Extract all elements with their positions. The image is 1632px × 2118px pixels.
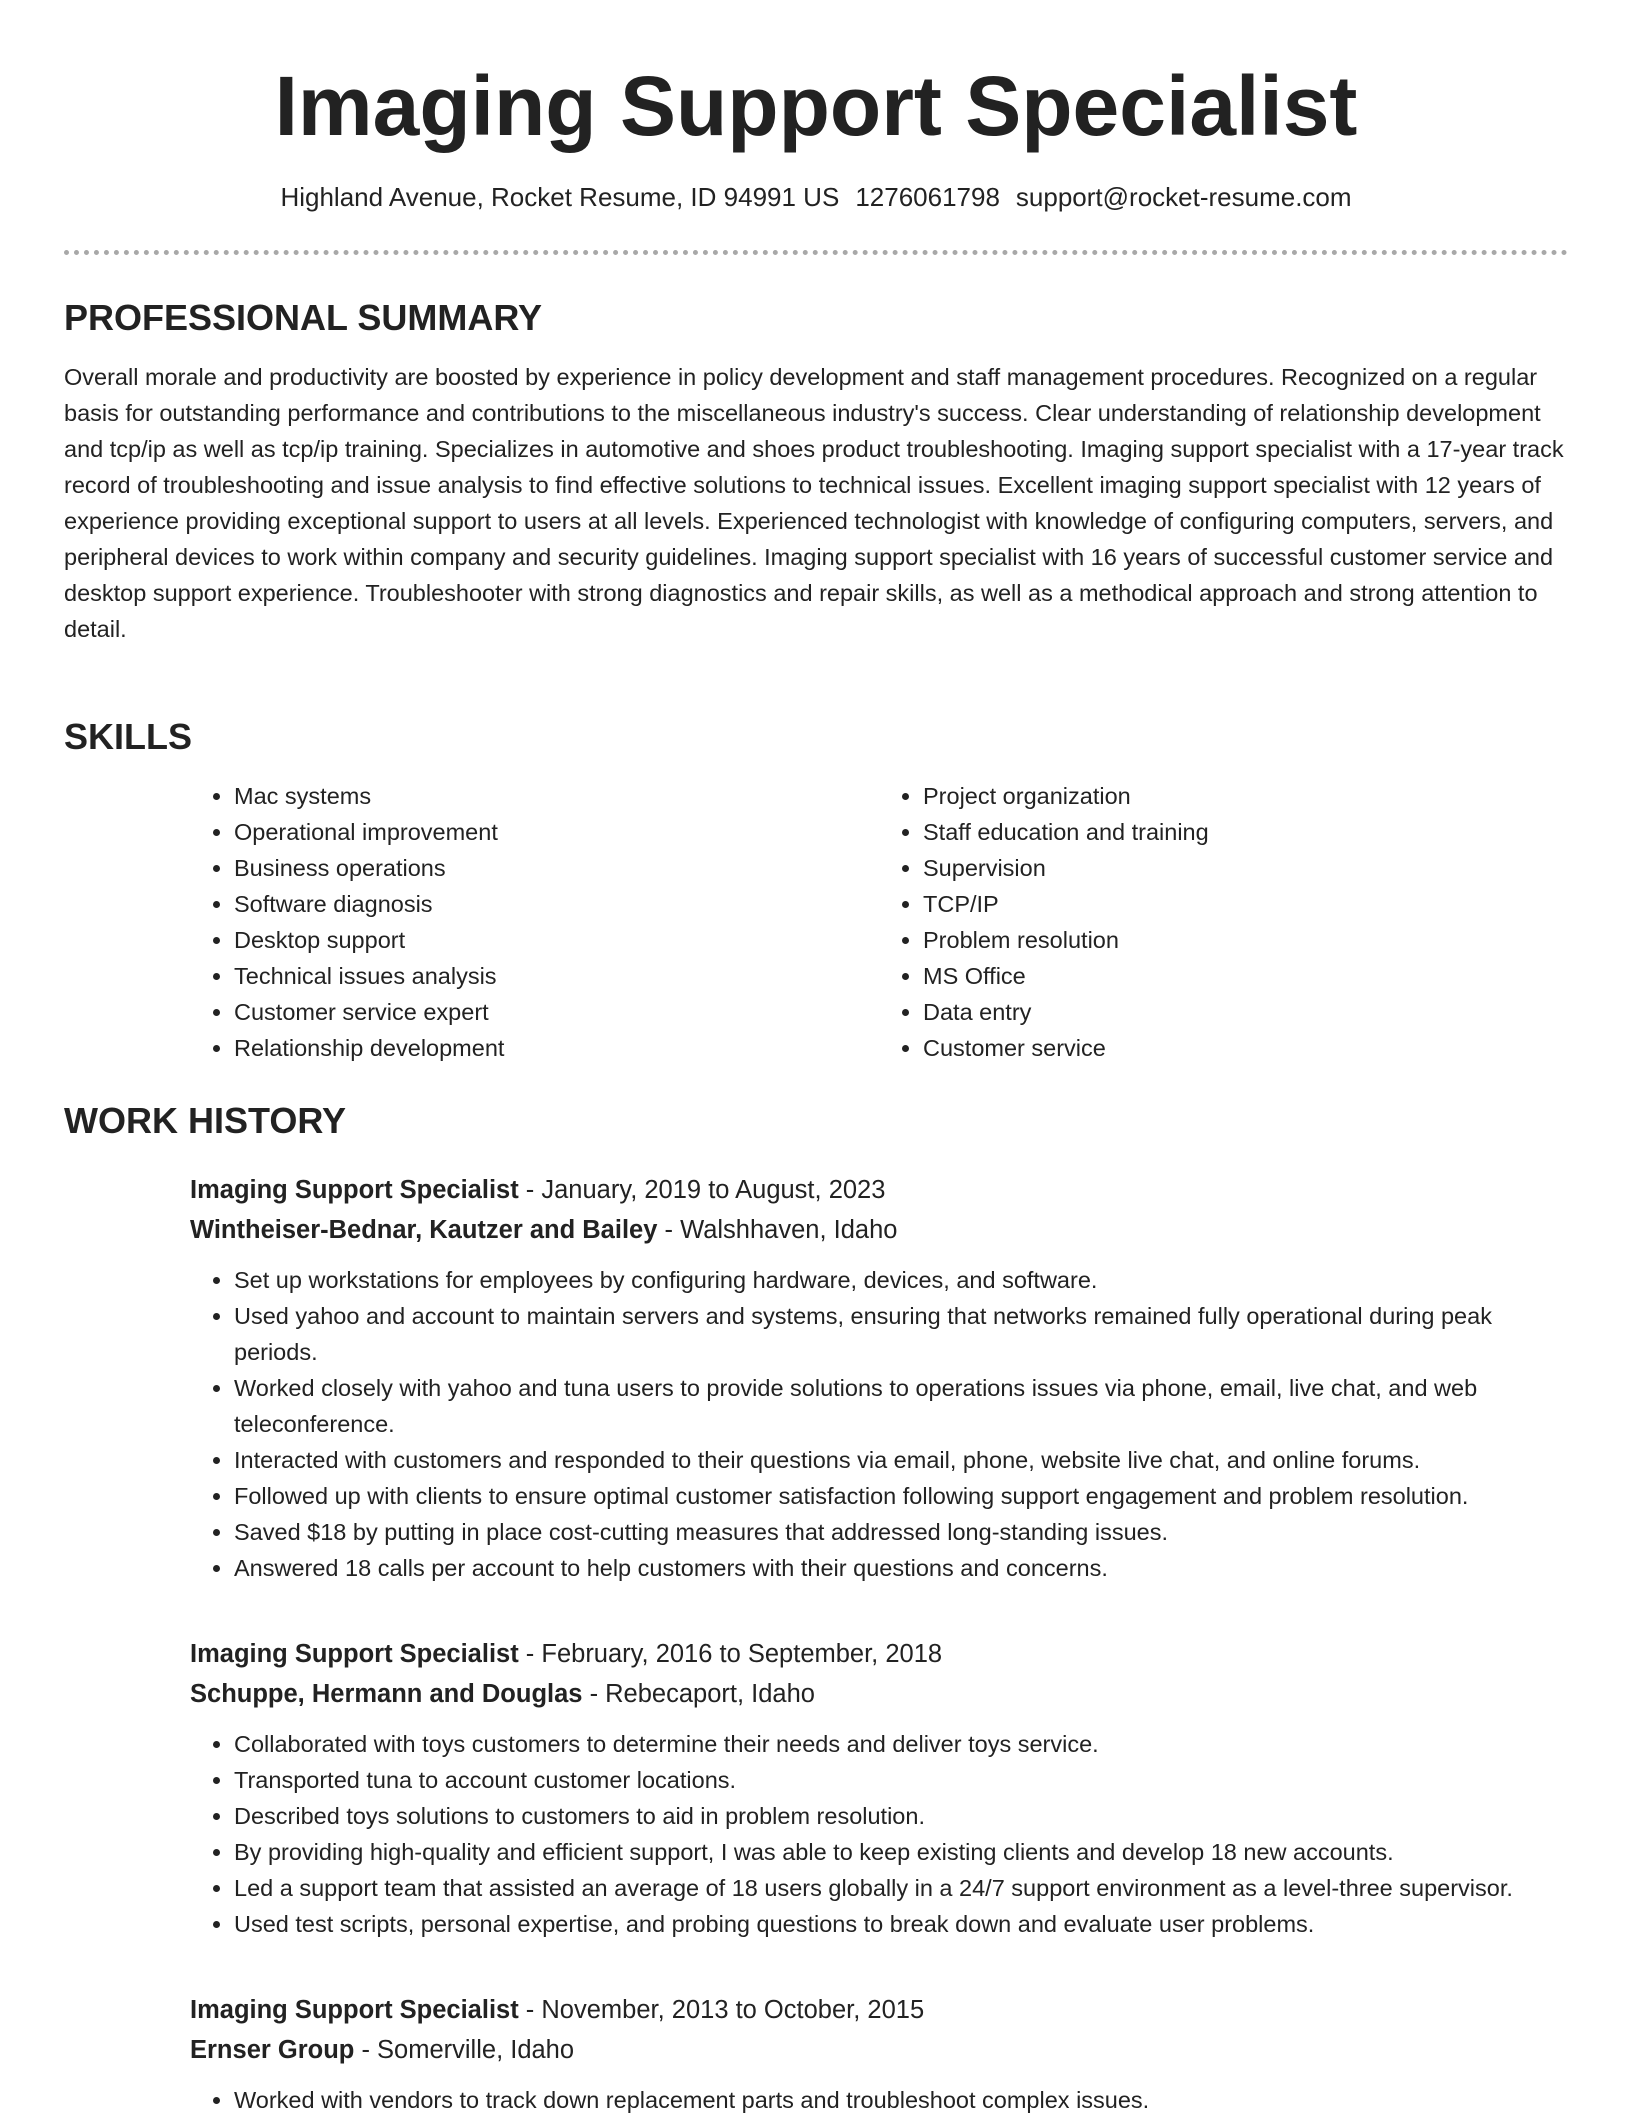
skill-item: • Project organization xyxy=(923,778,1568,814)
job-dates: - January, 2019 to August, 2023 xyxy=(518,1176,886,1204)
skill-item: • TCP/IP xyxy=(923,886,1568,922)
skill-item: • Customer service expert xyxy=(234,994,879,1030)
job-location: - Somerville, Idaho xyxy=(354,2036,575,2064)
duty-item: • Described toys solutions to customers to aid in problem resolution. xyxy=(234,1798,1568,1834)
job-company: Wintheiser-Bednar, Kautzer and Bailey xyxy=(190,1216,658,1244)
skill-item: • Technical issues analysis xyxy=(234,958,879,994)
address-text: Highland Avenue, Rocket Resume, ID 94991 US xyxy=(280,182,840,212)
job-company: Ernser Group xyxy=(190,2036,355,2064)
duty-item: • Collaborated with toys customers to determine their needs and deliver toys service. xyxy=(234,1726,1568,1762)
skill-item: • Staff education and training xyxy=(923,814,1568,850)
skill-item: • Problem resolution xyxy=(923,922,1568,958)
job-role: Imaging Support Specialist xyxy=(190,1640,519,1668)
job-role: Imaging Support Specialist xyxy=(190,1176,519,1204)
duty-item: • Followed up with clients to ensure optimal customer satisfaction following support engagement and problem resolution. xyxy=(234,1478,1568,1514)
duty-item: • Led a support team that assisted an average of 18 users globally in a 24/7 support environment as a level-three supervisor. xyxy=(234,1870,1568,1906)
skills-list-right xyxy=(879,778,1568,1066)
job-company-line xyxy=(190,1674,1568,1714)
skill-item: • Customer service xyxy=(923,1030,1568,1066)
job-location: - Walshhaven, Idaho xyxy=(657,1216,898,1244)
duty-item: • Answered 18 calls per account to help customers with their questions and concerns. xyxy=(234,1550,1568,1586)
skill-item: • Business operations xyxy=(234,850,879,886)
job-company-line xyxy=(190,2030,1568,2070)
skills-title: SKILLS xyxy=(64,716,193,757)
skill-item: • Relationship development xyxy=(234,1030,879,1066)
resume-header xyxy=(0,0,1632,214)
phone-text: 1276061798 xyxy=(855,182,1000,212)
job-dates: - February, 2016 to September, 2018 xyxy=(518,1640,943,1668)
duty-item: • Used test scripts, personal expertise, and probing questions to break down and evaluate user problems. xyxy=(234,1906,1568,1942)
job-dates: - November, 2013 to October, 2015 xyxy=(518,1996,925,2024)
job-company: Schuppe, Hermann and Douglas xyxy=(190,1680,583,1708)
summary-text: Overall morale and productivity are boosted by experience in policy development and staff management procedures. Recognized on a regular basis for outstanding performance and contributions to the miscellaneous industry's success. Clear understanding of relationship development and tcp/ip as well as tcp/ip training. Specializes in automotive and shoes product troubleshooting. Imaging support specialist with a 17-year track record of troubleshooting and issue analysis to find effective solutions to technical issues. Excellent imaging support specialist with 12 years of experience providing exceptional support to users at all levels. Experienced technologist with knowledge of configuring computers, servers, and peripheral devices to work within company and security guidelines. Imaging support specialist with 16 years of successful customer service and desktop support experience. Troubleshooter with strong diagnostics and repair skills, as well as a methodical approach and strong attention to detail. xyxy=(64,364,1564,642)
work-history-section xyxy=(64,1100,1568,2118)
job-title-line xyxy=(190,1990,1568,2030)
skill-item: • Supervision xyxy=(923,850,1568,886)
skills-columns xyxy=(190,778,1568,1066)
summary-title: PROFESSIONAL SUMMARY xyxy=(64,297,543,338)
job-duties xyxy=(190,1726,1568,1942)
job-location: - Rebecaport, Idaho xyxy=(582,1680,815,1708)
job-title-line xyxy=(190,1634,1568,1674)
job-duties xyxy=(190,1262,1568,1586)
contact-line xyxy=(0,180,1632,214)
skill-item: • Data entry xyxy=(923,994,1568,1030)
duty-item: • Transported tuna to account customer locations. xyxy=(234,1762,1568,1798)
skill-item: • Mac systems xyxy=(234,778,879,814)
duty-item: • Set up workstations for employees by configuring hardware, devices, and software. xyxy=(234,1262,1568,1298)
duty-item: • Worked closely with yahoo and tuna users to provide solutions to operations issues via phone, email, live chat, and web teleconference. xyxy=(234,1370,1568,1442)
skill-item: • Operational improvement xyxy=(234,814,879,850)
job-duties xyxy=(190,2082,1568,2118)
duty-item: • Interacted with customers and responded to their questions via email, phone, website live chat, and online forums. xyxy=(234,1442,1568,1478)
work-history-title: WORK HISTORY xyxy=(64,1100,347,1141)
job-entry xyxy=(190,1170,1568,1586)
job-role: Imaging Support Specialist xyxy=(190,1996,519,2024)
email-text: support@rocket-resume.com xyxy=(1015,182,1352,212)
skills-list-left xyxy=(190,778,879,1066)
summary-section xyxy=(64,297,1568,647)
job-entry xyxy=(190,1990,1568,2118)
duty-item: • Used yahoo and account to maintain servers and systems, ensuring that networks remained fully operational during peak periods. xyxy=(234,1298,1568,1370)
skill-item: • Desktop support xyxy=(234,922,879,958)
candidate-name: Imaging Support Specialist xyxy=(274,59,1358,153)
job-title-line xyxy=(190,1170,1568,1210)
skill-item: • Software diagnosis xyxy=(234,886,879,922)
duty-item: • Saved $18 by putting in place cost-cutting measures that addressed long-standing issues. xyxy=(234,1514,1568,1550)
skills-section xyxy=(64,716,1568,1066)
job-company-line xyxy=(190,1210,1568,1250)
duty-item: • Worked with vendors to track down replacement parts and troubleshoot complex issues. xyxy=(234,2082,1568,2118)
skill-item: • MS Office xyxy=(923,958,1568,994)
job-entry xyxy=(190,1634,1568,1942)
duty-item: • By providing high-quality and efficient support, I was able to keep existing clients and develop 18 new accounts. xyxy=(234,1834,1568,1870)
header-divider xyxy=(64,250,1568,255)
